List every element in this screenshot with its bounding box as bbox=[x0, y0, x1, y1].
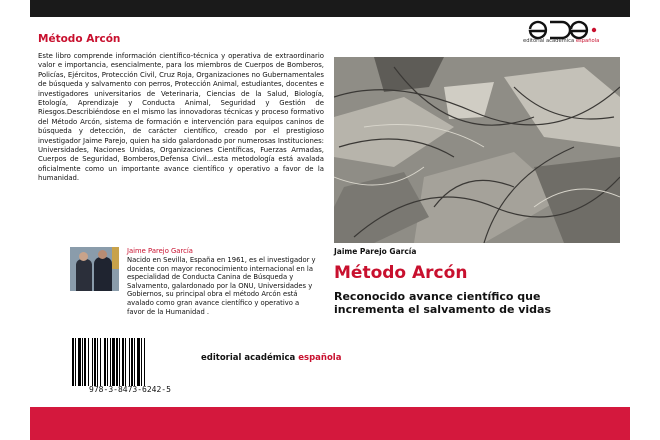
rubble-photo-art bbox=[334, 57, 620, 243]
logo-caption-main: editorial académica bbox=[523, 38, 576, 44]
bottom-bar bbox=[30, 407, 630, 440]
publisher-name-back bbox=[201, 353, 341, 363]
rubble-photo bbox=[334, 57, 620, 243]
publisher-accent: española bbox=[298, 353, 342, 363]
cover-title: Método Arcón bbox=[334, 263, 468, 283]
back-author-name: Jaime Parejo García bbox=[127, 247, 193, 255]
back-cover-title: Método Arcón bbox=[38, 33, 121, 45]
logo-caption-accent: española bbox=[575, 38, 600, 44]
cover-subtitle: Reconocido avance científico que incrementa el salvamento de vidas bbox=[334, 290, 552, 316]
cover-author: Jaime Parejo García bbox=[334, 247, 417, 256]
author-photo bbox=[70, 247, 119, 291]
logo-caption bbox=[523, 38, 599, 44]
top-bar bbox=[30, 0, 630, 17]
isbn: 978-3-8473-6242-5 bbox=[89, 385, 171, 394]
book-cover bbox=[30, 0, 630, 440]
barcode-icon bbox=[70, 338, 190, 386]
back-cover-blurb: Este libro comprende información científico-técnica y operativa de extraordinario valor e importancia, esencialmente, para los miembros de Cuerpos de Bomberos, Policías, Ejércitos, Protección Civil, Cruz Roja, Organizaciones no Gubernamentales de búsqueda y salvamento con perros, Protección Animal, estudiantes, docentes e investigadores universitarios de Veterinaria, Ciencias de la Salud, Biología, Etología, Aprendizaje y Conducta Animal, Seguridad y Gestión de Riesgos.Describiéndose en el mismo las innovadoras técnicas y proceso formativo del Método Arcón, sistema de formación e intervención para equipos caninos de búsqueda y detección, de carácter científico, creado por el prestigioso investigador Jaime Parejo, quien ha sido galardonado por numerosas Instituciones: Universidades, Naciones Unidas, Organizaciones Científicas, Fuerzas Armadas, Cuerpos de Seguridad, Bomberos,Defensa Civil...esta metodología está avalada oficialmente como un importante avance científico y operativo a favor de la humanidad. bbox=[38, 52, 324, 183]
publisher-main: editorial académica bbox=[201, 353, 299, 363]
author-bio: Nacido en Sevilla, España en 1961, es el investigador y docente con mayor reconocimiento internacional en la especialidad de Conducta Canina de Búsqueda y Salvamento, galardonado por la ONU, Universidades y Gobiernos, su principal obra el método Arcón está avalado como gran avance científico y operativo a favor de la Humanidad . bbox=[127, 256, 316, 316]
